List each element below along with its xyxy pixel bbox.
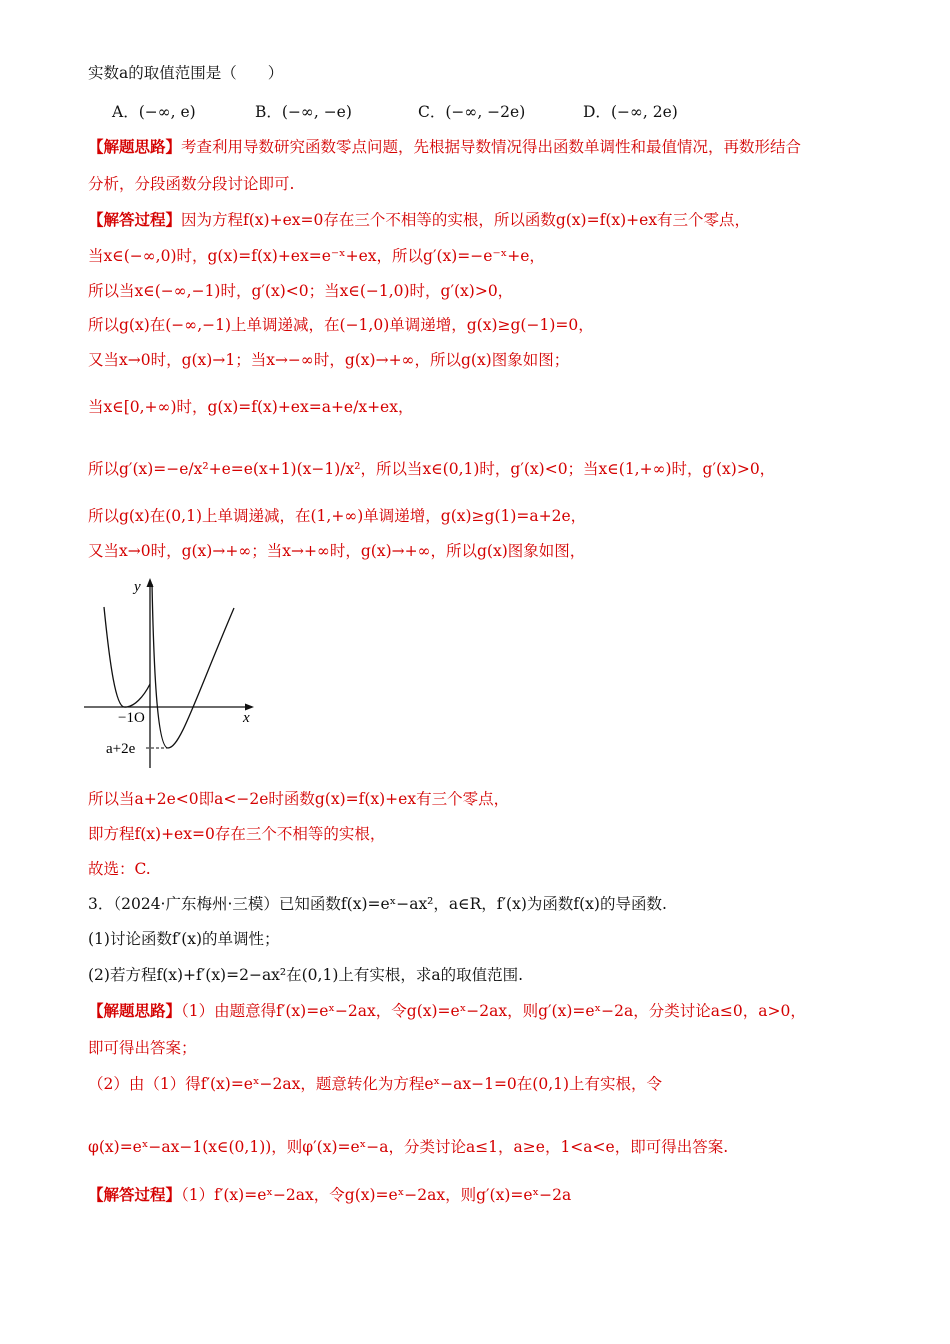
option-c-value: (−∞, −2e)	[445, 103, 526, 121]
process-line-1	[88, 209, 750, 231]
q3-process-text-1: （1）f′(x)=eˣ−2ax，令g(x)=eˣ−2ax，则g′(x)=eˣ−2a	[181, 1186, 572, 1204]
process-line-7: 所以g′(x)=−e/x²+e=e(x+1)(x−1)/x²，所以当x∈(0,1)时，g′(x)<0；当x∈(1,+∞)时，g′(x)>0，	[88, 460, 776, 478]
option-c[interactable]	[418, 100, 525, 122]
process-line-2: 当x∈(−∞,0)时，g(x)=f(x)+ex=e⁻ˣ+ex，所以g′(x)=−e⁻ˣ+e，	[88, 247, 545, 265]
idea-tag: 【解题思路】	[88, 137, 182, 156]
function-graph	[84, 572, 264, 772]
option-d-label: D．	[583, 103, 611, 121]
process-line-6: 当x∈[0,+∞)时，g(x)=f(x)+ex=a+e/x+ex，	[88, 398, 414, 416]
idea-text-1: 考查利用导数研究函数零点问题，先根据导数情况得出函数单调性和最值情况，再数形结合	[181, 138, 802, 156]
process-line-9: 又当x→0时，g(x)→+∞；当x→+∞时，g(x)→+∞，所以g(x)图象如图，	[88, 542, 586, 560]
q3-idea-line-1	[88, 1000, 806, 1022]
q3-process-line-1	[88, 1184, 571, 1206]
q3-statement: 3．（2024·广东梅州·三模）已知函数f(x)=eˣ−ax²，a∈R，f′(x)为函数f(x)的导函数.	[88, 895, 667, 913]
process-line-5: 又当x→0时，g(x)→1；当x→−∞时，g(x)→+∞，所以g(x)图象如图；	[88, 351, 570, 369]
q3-part1: (1)讨论函数f′(x)的单调性；	[88, 930, 280, 948]
option-d-value: (−∞, 2e)	[610, 103, 678, 121]
option-a-label: A．	[112, 103, 139, 121]
q3-idea-text-1: （1）由题意得f′(x)=eˣ−2ax，令g(x)=eˣ−2ax，则g′(x)=eˣ−2a，分类讨论a≤0，a>0，	[181, 1002, 806, 1020]
q3-idea-line-3: （2）由（1）得f′(x)=eˣ−2ax，题意转化为方程eˣ−ax−1=0在(0,1)上有实根，令	[88, 1075, 663, 1093]
conclusion-line-1: 所以当a+2e<0即a<−2e时函数g(x)=f(x)+ex有三个零点，	[88, 790, 510, 808]
origin-label: −1O	[118, 710, 145, 726]
option-b-value: (−∞, −e)	[281, 103, 352, 121]
idea-line-2: 分析，分段函数分段讨论即可.	[88, 175, 295, 193]
conclusion-line-3: 故选：C.	[88, 860, 151, 878]
option-a[interactable]	[112, 100, 196, 122]
q3-process-tag: 【解答过程】	[88, 1185, 182, 1204]
q3-part2: (2)若方程f(x)+f′(x)=2−ax²在(0,1)上有实根，求a的取值范围.	[88, 966, 524, 984]
process-text-1: 因为方程f(x)+ex=0存在三个不相等的实根，所以函数g(x)=f(x)+ex有三个零点，	[181, 211, 751, 229]
option-a-value: (−∞, e)	[138, 103, 196, 121]
q3-idea-line-2: 即可得出答案；	[88, 1039, 197, 1057]
option-b[interactable]	[255, 100, 352, 122]
q3-idea-line-4: φ(x)=eˣ−ax−1(x∈(0,1))，则φ′(x)=eˣ−a，分类讨论a≤1，a≥e，1<a<e，即可得出答案.	[88, 1138, 729, 1156]
process-line-3: 所以当x∈(−∞,−1)时，g′(x)<0；当x∈(−1,0)时，g′(x)>0，	[88, 282, 514, 300]
conclusion-line-2: 即方程f(x)+ex=0存在三个不相等的实根，	[88, 825, 386, 843]
left-branch-curve	[104, 607, 150, 707]
option-d[interactable]	[583, 100, 678, 122]
right-branch-curve	[152, 584, 234, 748]
idea-line-1	[88, 136, 801, 158]
option-b-label: B．	[255, 103, 282, 121]
min-value-label: a+2e	[106, 741, 136, 757]
x-axis-label: x	[243, 710, 250, 726]
question-tail: 实数a的取值范围是（ ）	[88, 64, 284, 82]
process-tag: 【解答过程】	[88, 210, 182, 229]
process-line-4: 所以g(x)在(−∞,−1)上单调递减，在(−1,0)单调递增，g(x)≥g(−1)=0，	[88, 316, 594, 334]
q3-idea-tag: 【解题思路】	[88, 1001, 182, 1020]
option-c-label: C．	[418, 103, 446, 121]
process-line-8: 所以g(x)在(0,1)上单调递减，在(1,+∞)单调递增，g(x)≥g(1)=a+2e，	[88, 507, 587, 525]
y-axis-label: y	[134, 579, 141, 595]
